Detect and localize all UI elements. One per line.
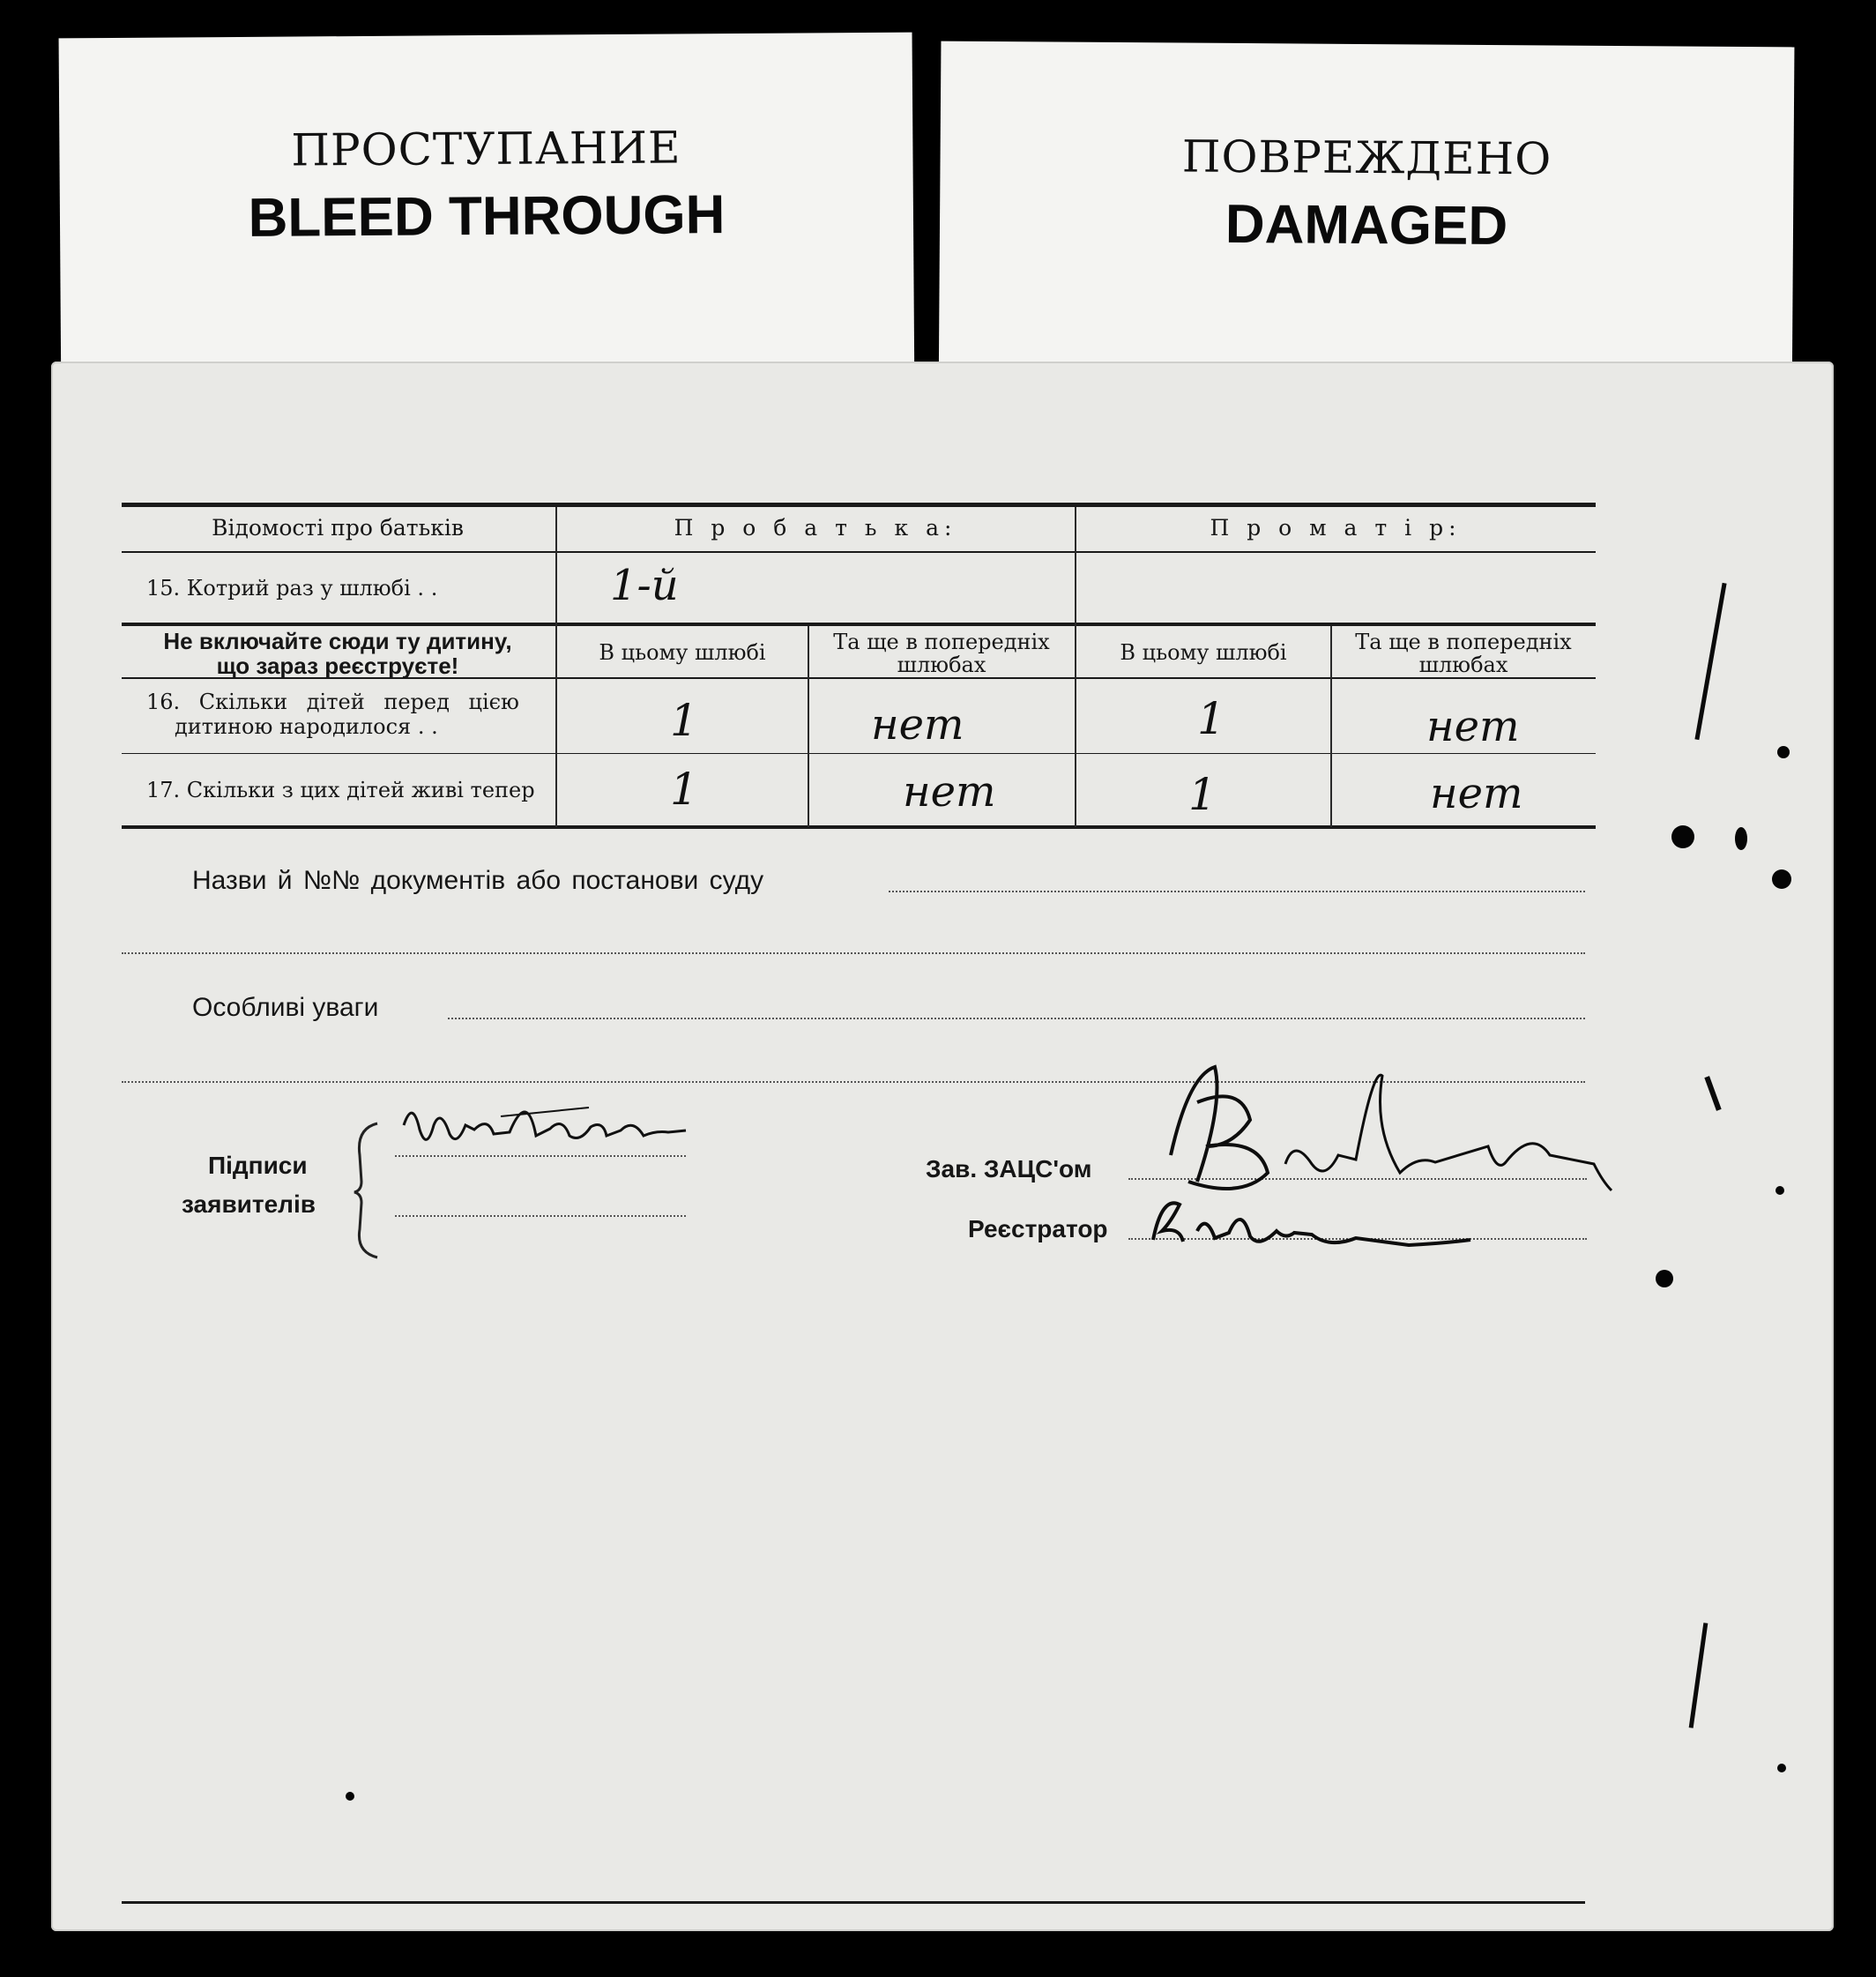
subheader-father-prev-l2: шлюбах <box>897 653 986 677</box>
subheader-mother-this: В цьому шлюбі <box>1120 640 1287 665</box>
row17-father-this: 1 <box>670 764 698 815</box>
header-mother: П р о м а т і р: <box>1210 515 1462 541</box>
table-bottom-rule <box>122 825 1596 829</box>
hole-3 <box>1772 869 1791 889</box>
row15-label: 15. Котрий раз у шлюбі . . <box>146 576 438 601</box>
row15-father-value: 1-й <box>610 561 679 610</box>
tear-mark-2 <box>1704 1076 1721 1111</box>
registrar-label: Реєстратор <box>968 1215 1108 1242</box>
table-top-rule <box>122 503 1596 507</box>
table-row15-rule <box>122 623 1596 626</box>
row16-father-this: 1 <box>670 695 698 746</box>
document-sheet <box>51 362 1834 1931</box>
header-father: П р о б а т ь к а: <box>674 515 957 541</box>
signatures-brace <box>351 1120 386 1261</box>
damaged-en: DAMAGED <box>1225 193 1508 257</box>
subheader-mother-prev-l1: Та ще в попередніх <box>1355 630 1572 654</box>
row17-label: 17. Скільки з цих дітей живі тепер <box>146 778 535 802</box>
row17-father-prev: нет <box>903 767 996 817</box>
signatures-label-l2: заявителів <box>182 1190 316 1218</box>
page-bottom-rule <box>122 1901 1585 1904</box>
subheader-mother-prev-l2: шлюбах <box>1418 653 1508 677</box>
row16-label-l2: дитиною народилося . . <box>175 714 438 739</box>
hole-8 <box>346 1792 354 1801</box>
subheader-father-this: В цьому шлюбі <box>599 640 766 665</box>
bleed-through-card <box>59 33 915 409</box>
registrar-signature <box>1144 1178 1515 1266</box>
row16-mother-prev: нет <box>1426 702 1520 751</box>
bleed-through-ru: ПРОСТУПАНИЕ <box>291 122 681 176</box>
remarks-label: Особливі уваги <box>192 993 379 1022</box>
hole-7 <box>1777 1764 1786 1772</box>
documents-line-1 <box>889 891 1585 892</box>
table-row16-rule <box>122 753 1596 754</box>
row17-mother-prev: нет <box>1430 769 1523 818</box>
hole-2 <box>1735 827 1747 850</box>
damaged-ru: ПОВРЕЖДЕНО <box>1181 131 1552 185</box>
remarks-line-1 <box>448 1018 1585 1019</box>
row16-father-prev: нет <box>871 700 964 750</box>
row16-label-l1: 16. Скільки дітей перед цією <box>146 690 519 714</box>
signatures-label-l1: Підписи <box>208 1152 308 1179</box>
documents-label: Назви й №№ документів або постанови суду <box>192 866 764 895</box>
header-info-label: Відомості про батьків <box>212 515 464 541</box>
row16-mother-this: 1 <box>1197 693 1225 744</box>
documents-line-2 <box>122 952 1585 954</box>
hole-5 <box>1656 1270 1673 1287</box>
hole-4 <box>1777 746 1790 758</box>
hole-1 <box>1671 825 1694 848</box>
table-header-rule <box>122 551 1596 553</box>
applicant-signature-line-2 <box>395 1215 686 1217</box>
table-col-divider-2 <box>1075 507 1076 827</box>
table-col-divider-1 <box>555 507 557 827</box>
hole-6 <box>1776 1186 1784 1195</box>
applicant-signature-line-1 <box>395 1155 686 1157</box>
head-label: Зав. ЗАЦС'ом <box>926 1155 1092 1182</box>
row17-mother-this: 1 <box>1188 769 1217 820</box>
tear-mark-1 <box>1694 583 1726 740</box>
note-line2: що зараз реєструєте! <box>216 653 459 679</box>
bleed-through-en: BLEED THROUGH <box>248 184 726 249</box>
tear-mark-3 <box>1689 1623 1708 1728</box>
subheader-father-prev-l1: Та ще в попередніх <box>833 630 1050 654</box>
note-line1: Не включайте сюди ту дитину, <box>163 628 512 654</box>
